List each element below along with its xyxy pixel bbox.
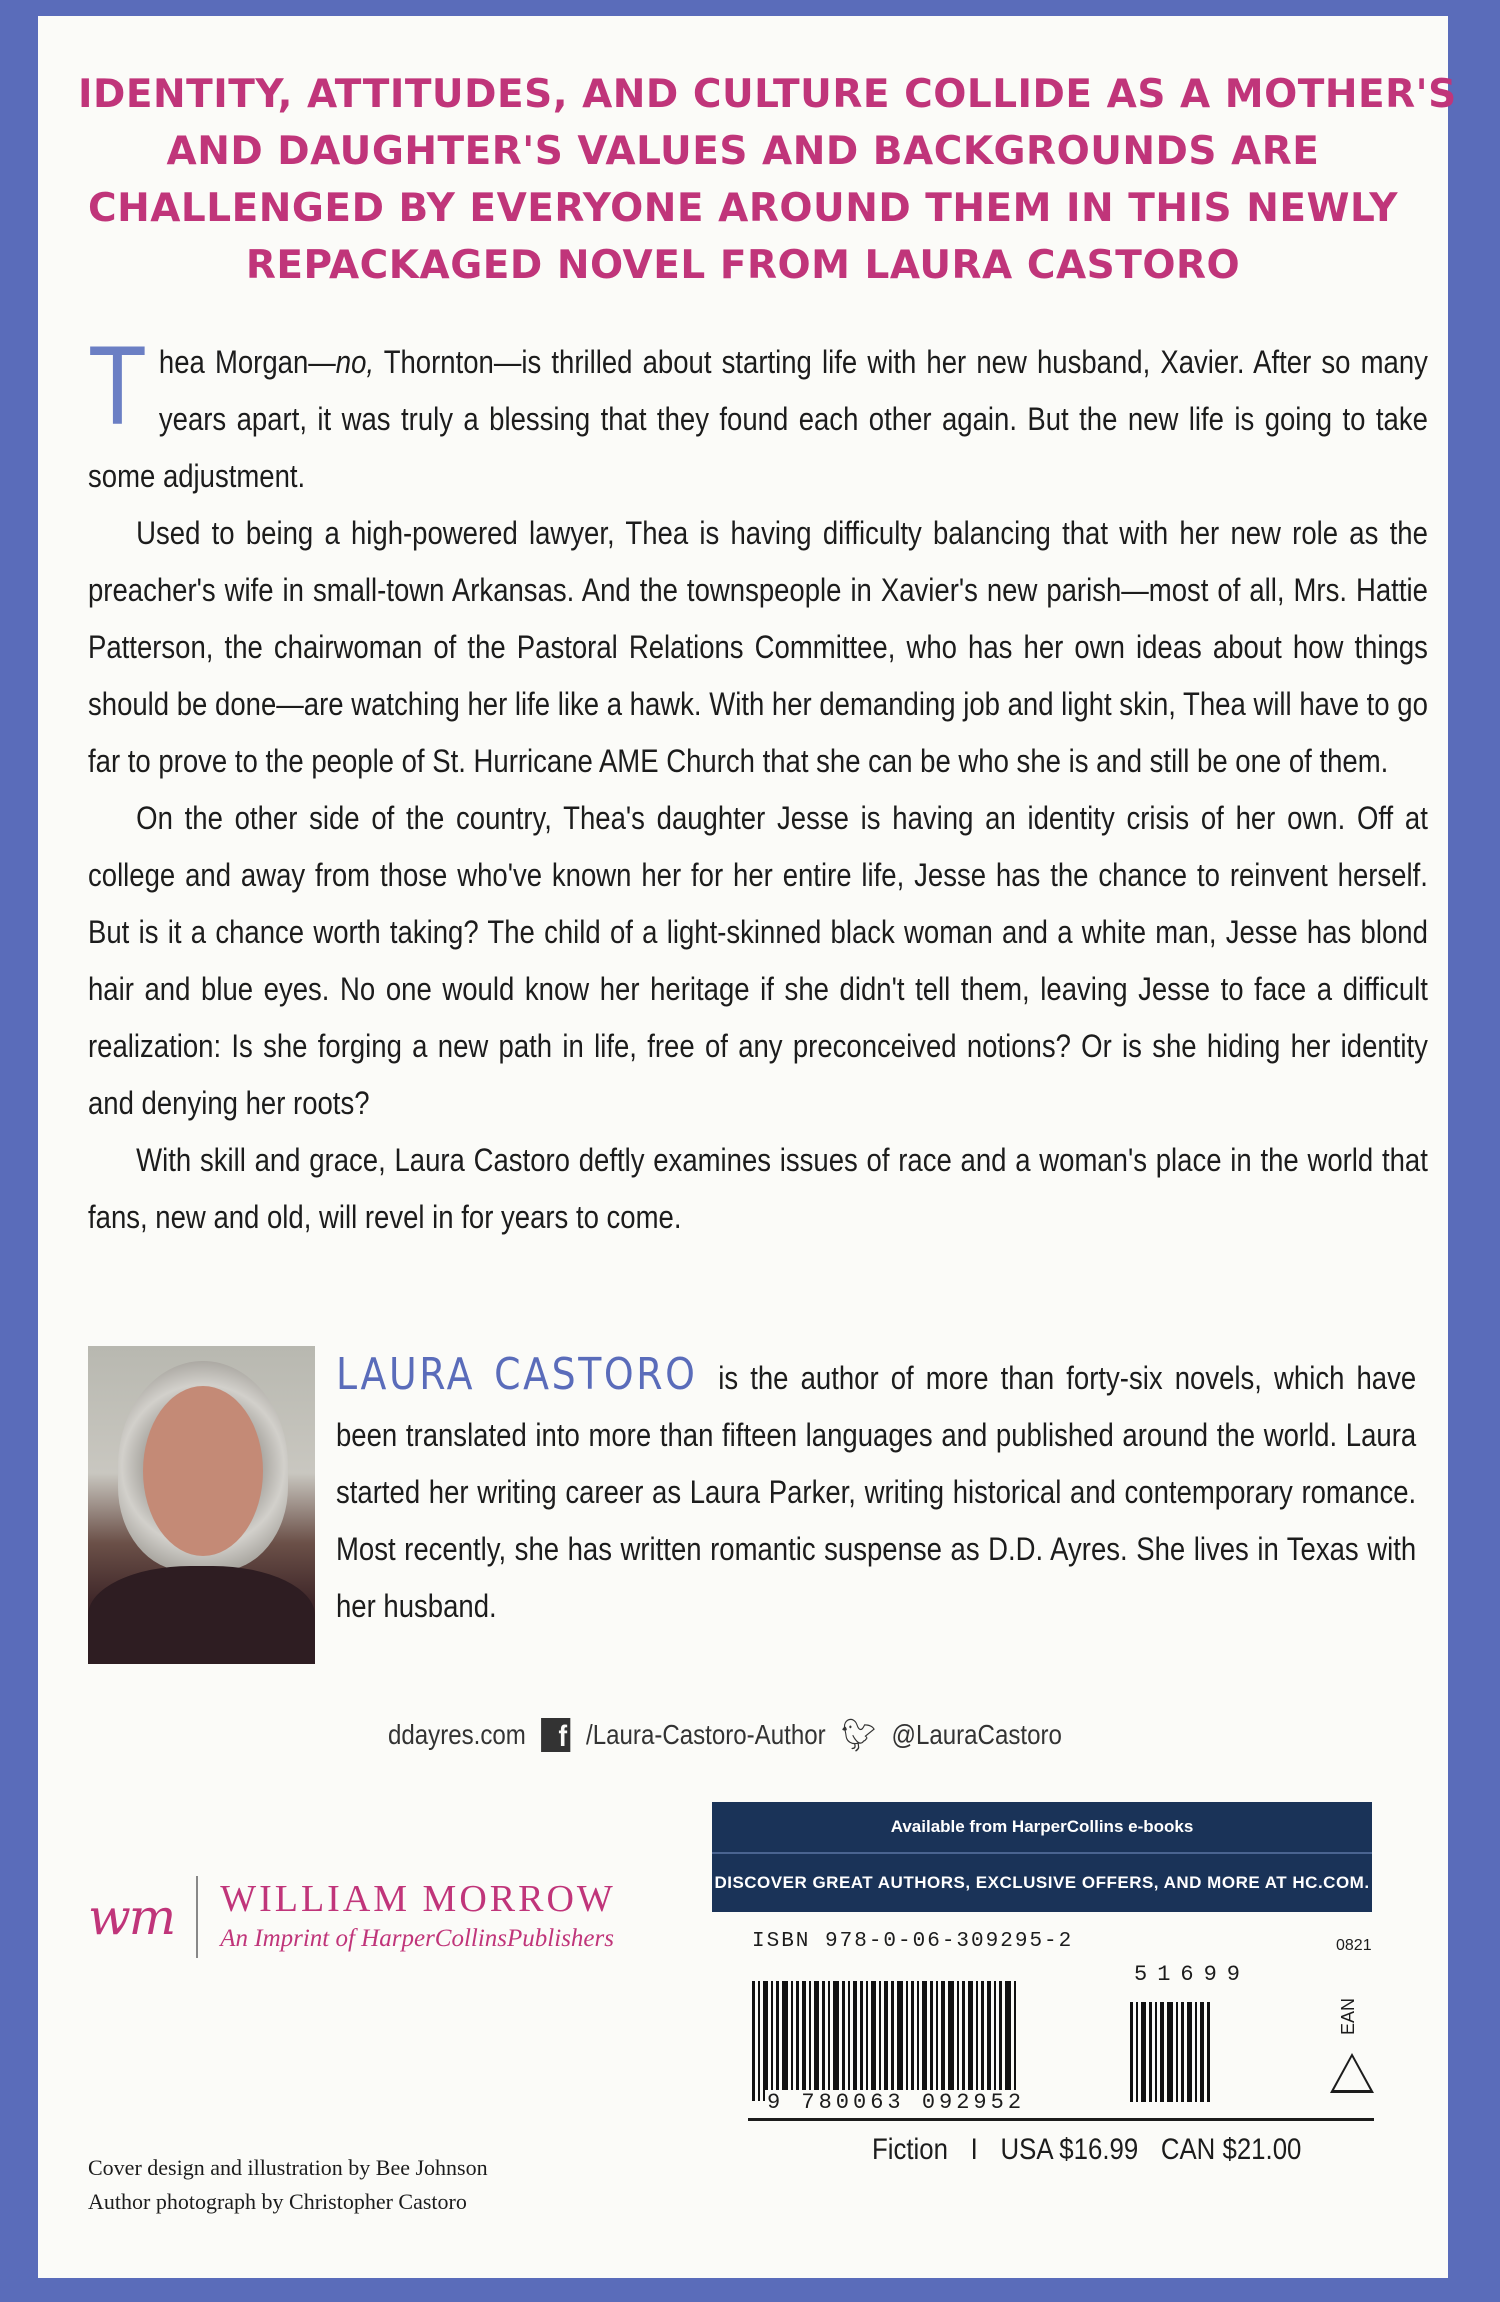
publisher-divider	[196, 1876, 198, 1958]
barcode-bar	[809, 1981, 811, 2101]
price-separator: I	[970, 2133, 978, 2166]
barcode-bar	[941, 1981, 945, 2101]
barcode-bar	[1195, 2002, 1197, 2102]
website-link[interactable]: ddayres.com	[388, 1719, 526, 1750]
barcode-bar	[822, 1981, 825, 2101]
synopsis-paragraph: On the other side of the country, Thea's daughter Jesse is having an identity crisis of her own. Off at college and away from those who've known her for her entire life, Jesse has the chance to reinvent herself. But is it a chance worth taking? The child of a light-skinned black woman and a white man, Jesse has blond hair and blue eyes. No one would know her heritage if she didn't tell them, leaving Jesse to face a difficult realization: Is she forging a new path in life, free of any preconceived notions? Or is she hiding her identity and denying her roots?	[88, 800, 1428, 1121]
barcode-bar	[999, 1981, 1002, 2101]
barcode-bar	[1207, 2002, 1210, 2102]
barcode-bar	[879, 1981, 881, 2101]
barcode-bar	[911, 1981, 914, 2101]
barcode-bar	[802, 1981, 806, 2101]
headline-line: AND DAUGHTER'S VALUES AND BACKGROUNDS ARE	[166, 129, 1320, 174]
credits	[88, 2151, 488, 2219]
barcode-bar	[860, 1981, 863, 2101]
barcode-bar	[782, 1981, 788, 2101]
triangle-icon	[1330, 2053, 1374, 2093]
headline-line: CHALLENGED BY EVERYONE AROUND THEM IN THIS NEWLY	[87, 186, 1399, 231]
barcode-bar	[1141, 2002, 1146, 2102]
price-barcode	[1130, 1990, 1270, 2102]
ebook-line2: DISCOVER GREAT AUTHORS, EXCLUSIVE OFFERS, AND MORE AT HC.COM.	[714, 1873, 1370, 1892]
barcode-bar	[981, 1981, 984, 2101]
barcode-bar	[936, 1981, 938, 2101]
barcode-bar	[948, 1981, 954, 2101]
synopsis-paragraph: With skill and grace, Laura Castoro deftly examines issues of race and a woman's place in the world that fans, new and old, will revel in for years to come.	[88, 1142, 1428, 1235]
barcode-bar	[976, 1981, 978, 2101]
photo-credit: Author photograph by Christopher Castoro	[88, 2189, 467, 2214]
barcode-bar	[828, 1981, 830, 2101]
barcode-bar	[930, 1981, 933, 2101]
price-code: 51699	[1134, 1962, 1251, 1987]
barcode-bar	[897, 1981, 903, 2101]
print-code: 0821	[1336, 1937, 1372, 1954]
synopsis-p1-rest: Thornton—is thrilled about starting life with her new husband, Xavier. After so many years apart, it was truly a blessing that they found each other again. But the new life is going to take some adjustment.	[88, 344, 1428, 494]
author-body	[88, 1566, 315, 1664]
barcode-bar	[871, 1981, 876, 2101]
barcode-bar	[791, 1981, 793, 2101]
barcode-bar	[842, 1981, 845, 2101]
publisher-logo: wm	[88, 1888, 175, 1946]
isbn-text: ISBN 978-0-06-309295-2	[752, 1930, 1074, 1953]
barcode-bar	[906, 1981, 908, 2101]
barcode-bar	[1187, 2002, 1192, 2102]
genre-label: Fiction	[872, 2133, 948, 2166]
author-name: LAURA CASTORO	[336, 1349, 698, 1400]
drop-cap: T	[88, 323, 147, 448]
author-bio-text: is the author of more than forty-six novels, which have been translated into more than fifteen languages and published around the world. Laura started her writing career as Laura Parker, writing historical and contemporary romance. Most recently, she has written romantic suspense as D.D. Ayres. She lives in Texas with her husband.	[336, 1360, 1417, 1624]
synopsis	[88, 323, 1428, 1246]
social-links	[388, 1716, 1077, 1754]
barcode-bar	[758, 1981, 760, 2101]
ean-label: EAN	[1338, 1997, 1358, 2035]
cover-credit: Cover design and illustration by Bee Johnson	[88, 2155, 488, 2180]
barcode-bar	[853, 1981, 857, 2101]
headline-line: IDENTITY, ATTITUDES, AND CULTURE COLLIDE AS A MOTHER'S	[78, 72, 1457, 117]
publisher-block	[88, 1876, 616, 1958]
barcode-bar	[962, 1981, 965, 2101]
usa-price: USA $16.99	[1000, 2133, 1139, 2166]
isbn-barcode	[752, 1963, 1102, 2101]
barcode-bar	[1155, 2002, 1157, 2102]
barcode-bar	[1136, 2002, 1138, 2102]
synopsis-paragraph	[88, 323, 1428, 505]
synopsis-p1-start: hea Morgan—	[158, 344, 336, 380]
barcode-digits: 9 780063 092952	[767, 2090, 1026, 2115]
barcode-bar	[891, 1981, 894, 2101]
barcode-bar	[1200, 2002, 1204, 2102]
barcode-bar	[922, 1981, 927, 2101]
barcode-bar	[1176, 2002, 1178, 2102]
twitter-icon: 🐦︎	[841, 1717, 877, 1753]
publisher-name: WILLIAM MORROW	[220, 1878, 616, 1920]
barcode-rule	[748, 2118, 1374, 2121]
barcode-bar	[814, 1981, 819, 2101]
barcode-bar	[994, 1981, 996, 2101]
barcode-bar	[866, 1981, 868, 2101]
ebook-banner	[712, 1802, 1372, 1912]
back-cover	[38, 16, 1457, 2278]
synopsis-paragraph: Used to being a high-powered lawyer, Thea is having difficulty balancing that with her new role as the preacher's wife in small-town Arkansas. And the townspeople in Xavier's new parish—most of all, Mrs. Hattie Patterson, the chairwoman of the Pastoral Relations Committee, who has her own ideas about how things should be done—are watching her life like a hawk. With her demanding job and light skin, Thea will have to go far to prove to the people of St. Hurricane AME Church that she can be who she is and still be one of them.	[88, 515, 1428, 779]
price-line	[872, 2133, 1317, 2167]
barcode-bar	[796, 1981, 799, 2101]
barcode-bar	[957, 1981, 959, 2101]
barcode-bar	[917, 1981, 919, 2101]
can-price: CAN $21.00	[1160, 2133, 1302, 2166]
author-photo	[88, 1346, 315, 1664]
headline-line: REPACKAGED NOVEL FROM LAURA CASTORO	[245, 243, 1241, 288]
barcode-bar	[752, 1981, 755, 2101]
barcode-bar	[987, 1981, 991, 2101]
publisher-imprint: An Imprint of HarperCollinsPublishers	[220, 1925, 614, 1952]
author-face	[143, 1386, 263, 1556]
barcode-bar	[1160, 2002, 1164, 2102]
facebook-link[interactable]: /Laura-Castoro-Author	[586, 1719, 826, 1750]
headline	[78, 66, 1457, 294]
barcode-bar	[763, 1981, 768, 2101]
facebook-icon: f	[541, 1718, 570, 1752]
barcode-bar	[1014, 1981, 1016, 2101]
barcode-bar	[848, 1981, 850, 2101]
barcode-bar	[968, 1981, 973, 2101]
barcode-bar	[1181, 2002, 1184, 2102]
synopsis-p1-italic: no,	[335, 344, 375, 380]
barcode-bar	[776, 1981, 779, 2101]
ebook-line1: Available from HarperCollins e-books	[712, 1802, 1372, 1854]
barcode-bar	[771, 1981, 773, 2101]
barcode-bar	[833, 1981, 839, 2101]
author-bio	[336, 1346, 1416, 1635]
barcode-bar	[884, 1981, 888, 2101]
barcode-bar	[1130, 2002, 1133, 2102]
barcode-bar	[1167, 2002, 1173, 2102]
twitter-link[interactable]: @LauraCastoro	[891, 1719, 1062, 1750]
barcode-bar	[1149, 2002, 1152, 2102]
barcode-bar	[1005, 1981, 1011, 2101]
